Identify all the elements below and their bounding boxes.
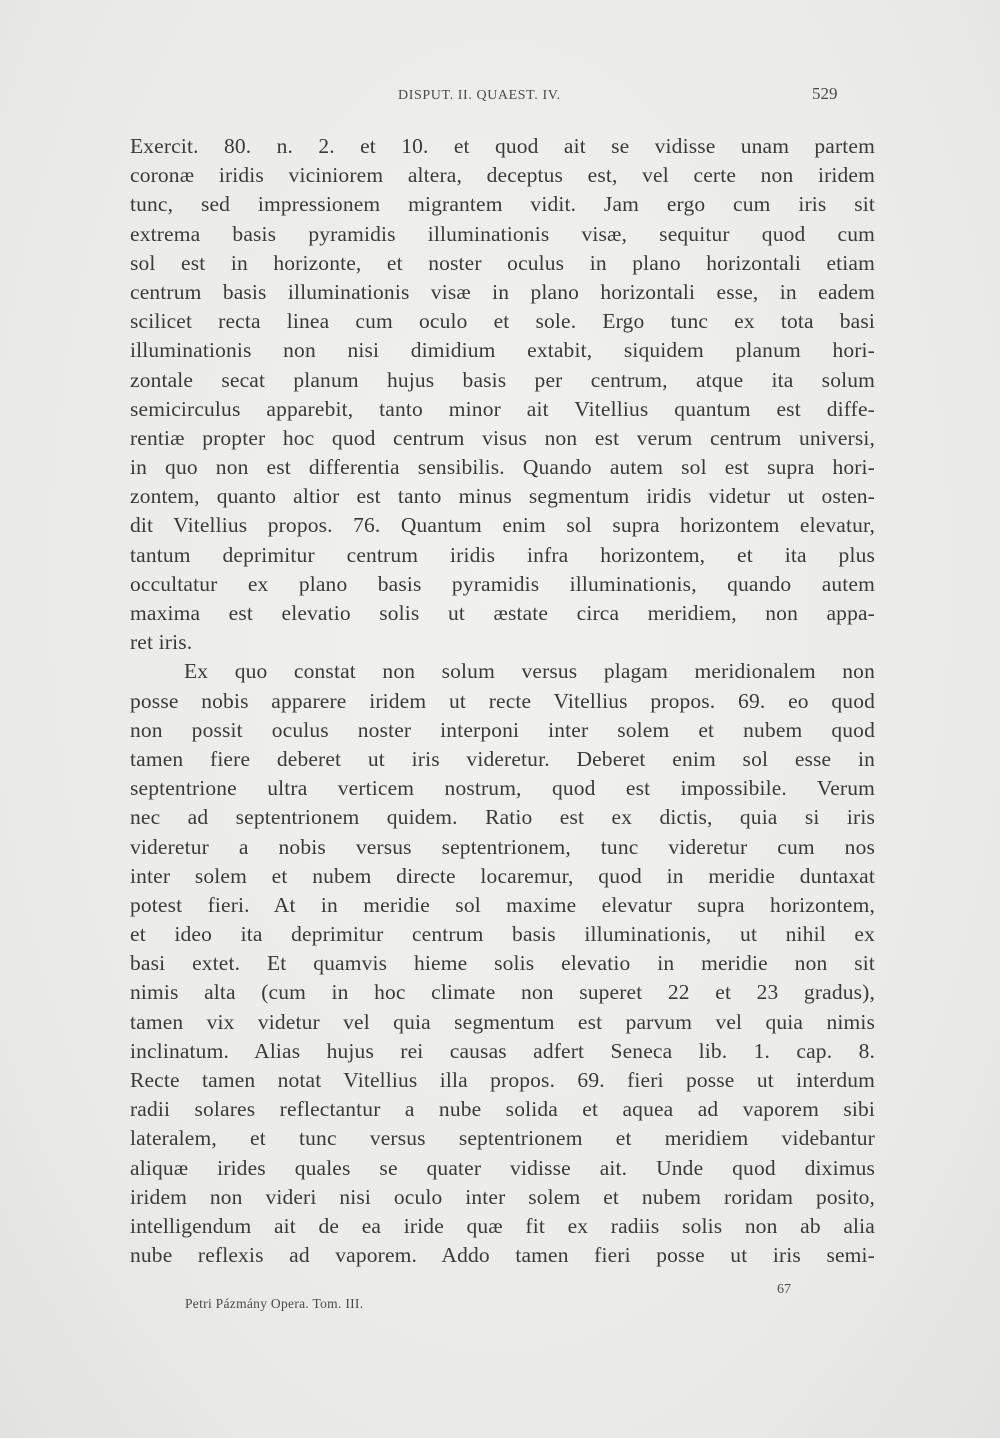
text-line: nimis alta (cum in hoc climate non superet 22 et 23 gradus), (130, 980, 875, 1005)
text-line: iridem non videri nisi oculo inter solem et nubem roridam posito, (130, 1184, 875, 1209)
text-line: posse nobis apparere iridem ut recte Vitellius propos. 69. eo quod (130, 688, 875, 713)
text-line: radii solares reflectantur a nube solida et aquea ad vaporem sibi (130, 1097, 875, 1122)
text-line: inter solem et nubem directe locaremur, quod in meridie duntaxat (130, 863, 875, 888)
text-line: Recte tamen notat Vitellius illa propos. 69. fieri posse ut interdum (130, 1068, 875, 1092)
running-head: DISPUT. II. QUAEST. IV. (398, 88, 561, 103)
paragraph-start-line: Ex quo constat non solum versus plagam meridionalem non (184, 659, 875, 684)
text-line: septentrione ultra verticem nostrum, quod est impossibile. Verum (130, 776, 875, 801)
text-line: occultatur ex plano basis pyramidis illuminationis, quando autem (130, 571, 875, 596)
text-line: aliquæ irides quales se quater vidisse ait. Unde quod diximus (130, 1155, 875, 1180)
text-line: extrema basis pyramidis illuminationis visæ, sequitur quod cum (130, 221, 875, 246)
text-line: rentiæ propter hoc quod centrum visus non est verum centrum universi, (130, 425, 875, 450)
text-line: scilicet recta linea cum oculo et sole. Ergo tunc ex tota basi (130, 309, 875, 334)
text-line: illuminationis non nisi dimidium extabit, siquidem planum hori- (130, 338, 875, 363)
text-line: non possit oculus noster interponi inter solem et nubem quod (130, 717, 875, 742)
text-line: tantum deprimitur centrum iridis infra horizontem, et ita plus (130, 542, 875, 567)
body-text (130, 132, 875, 1270)
text-line: coronæ iridis viciniorem altera, deceptus est, vel certe non iridem (130, 163, 875, 188)
text-line: ret iris. (130, 630, 193, 655)
text-line: tamen fiere deberet ut iris videretur. Deberet enim sol esse in (130, 746, 875, 771)
text-line: tamen vix videtur vel quia segmentum est parvum vel quia nimis (130, 1009, 875, 1034)
text-line: nec ad septentrionem quidem. Ratio est ex dictis, quia si iris (130, 805, 875, 830)
text-line: centrum basis illuminationis visæ in plano horizontali esse, in eadem (130, 279, 875, 304)
page-number: 529 (812, 84, 838, 103)
footer-title: Petri Pázmány Opera. Tom. III. (185, 1296, 364, 1311)
text-line: dit Vitellius propos. 76. Quantum enim sol supra horizontem elevatur, (130, 513, 875, 538)
text-line: inclinatum. Alias hujus rei causas adfert Seneca lib. 1. cap. 8. (130, 1038, 875, 1063)
text-line: zontale secat planum hujus basis per centrum, atque ita solum (130, 367, 875, 392)
text-line: Exercit. 80. n. 2. et 10. et quod ait se vidisse unam partem (130, 134, 875, 158)
text-line: nube reflexis ad vaporem. Addo tamen fieri posse ut iris semi- (130, 1243, 875, 1268)
text-line: lateralem, et tunc versus septentrionem et meridiem videbantur (130, 1126, 875, 1151)
signature-mark: 67 (777, 1282, 791, 1297)
text-line: basi extet. Et quamvis hieme solis elevatio in meridie non sit (130, 951, 875, 976)
text-line: maxima est elevatio solis ut æstate circa meridiem, non appa- (130, 601, 875, 625)
text-line: semicirculus apparebit, tanto minor ait Vitellius quantum est diffe- (130, 396, 875, 421)
text-line: potest fieri. At in meridie sol maxime elevatur supra horizontem, (130, 892, 875, 917)
text-line: intelligendum ait de ea iride quæ fit ex radiis solis non ab alia (130, 1213, 875, 1238)
text-line: in quo non est differentia sensibilis. Quando autem sol est supra hori- (130, 455, 875, 480)
text-line: et ideo ita deprimitur centrum basis illuminationis, ut nihil ex (130, 922, 875, 947)
text-line: sol est in horizonte, et noster oculus in plano horizontali etiam (130, 250, 875, 275)
text-line: videretur a nobis versus septentrionem, tunc videretur cum nos (130, 834, 875, 859)
text-line: tunc, sed impressionem migrantem vidit. Jam ergo cum iris sit (130, 192, 875, 217)
text-line: zontem, quanto altior est tanto minus segmentum iridis videtur ut osten- (130, 484, 875, 509)
